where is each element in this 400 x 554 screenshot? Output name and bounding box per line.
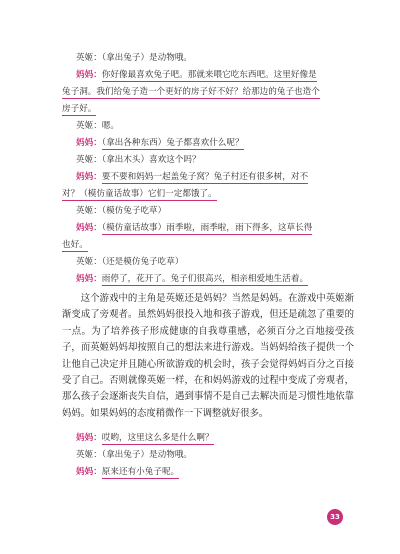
dialogue-line [62,189,354,200]
dialogue-line [76,206,368,217]
speaker-label: 妈妈： [76,138,102,148]
dialogue-line [62,87,354,98]
dialogue-text: 房子好。 [62,104,97,114]
dialogue-text: 要不要和妈妈一起盖兔子窝？兔子村还有很多树，对不 [101,172,309,182]
speaker-label: 英姬： [76,257,102,267]
speaker-label: 妈妈： [76,274,102,284]
commentary-paragraph [62,291,354,422]
dialogue-line [76,155,368,166]
speaker-label: 妈妈： [76,172,102,182]
speaker-label: 英姬： [76,121,102,131]
dialogue-text: 雨停了，花开了。兔子们很高兴，相亲相爱地生活着。 [101,274,309,284]
dialogue-text: 哎哟，这里这么多是什么啊？ [101,433,214,443]
dialogue-line [76,121,368,132]
dialogue-text: 兔子洞。我们给兔子造一个更好的房子好不好？给那边的兔子也造个 [62,87,320,97]
commentary-text: 这个游戏中的主角是英姬还是妈妈？当然是妈妈。在游戏中英姬渐渐变成了旁观者。虽然妈妈很投入地和孩子游戏，但还是疏忽了重要的一点。为了培养孩子形成健康的自我尊重感，必须百分之百地接受孩子，而英姬妈妈却按照自己的想法来进行游戏。当妈妈给孩子提供一个让他自己决定并且随心所欲游戏的机会时，孩子会觉得妈妈百分之百接受了自己。否则就像英姬一样，在和妈妈游戏的过程中变成了旁观者，那么孩子会逐渐丧失自信，遇到事情不是自己去解决而是习惯性地依靠妈妈。如果妈妈的态度稍微作一下调整就好很多。 [62,293,354,419]
speaker-label: 英姬： [76,206,102,216]
dialogue-text: （拿出木头）喜欢这个吗？ [101,155,201,165]
speaker-label: 妈妈： [76,70,102,80]
speaker-label: 英姬： [76,450,102,460]
dialogue-line [76,257,368,268]
speaker-label: 英姬： [76,53,102,63]
dialogue-text: （拿出兔子）是动物哦。 [101,53,193,63]
dialogue-text: 你好像最喜欢兔子吧。那就来喂它吃东西吧。这里好像是 [101,70,317,80]
dialogue-line [76,172,368,183]
dialogue-text: （还是模仿兔子吃草） [101,257,184,267]
speaker-label: 英姬： [76,155,102,165]
dialogue-line [76,450,368,461]
dialogue-line [62,104,354,115]
dialogue-text: （拿出兔子）是动物哦。 [101,450,193,460]
dialogue-line [76,53,368,64]
dialogue-text: 嗯。 [101,121,119,131]
dialogue-text: （模仿童话故事）雨季啦，雨季啦，雨下得多，这草长得 [101,223,313,233]
dialogue-line [76,223,368,234]
dialogue-text: （拿出各种东西）兔子都喜欢什么呢？ [101,138,244,148]
dialogue-line [76,433,368,444]
speaker-label: 妈妈： [76,433,102,443]
dialogue-text: （模仿兔子吃草） [101,206,167,216]
dialogue-line [76,274,368,285]
dialogue-line [76,70,368,81]
dialogue-text: 对？（模仿童话故事）它们一定都饿了。 [62,189,217,199]
dialogue-text: 原来还有小兔子呢。 [101,467,180,477]
dialogue-line [62,240,354,251]
page-number: 33 [327,509,343,525]
speaker-label: 妈妈： [76,223,102,233]
dialogue-text: 也好。 [62,240,88,250]
dialogue-line [76,138,368,149]
dialogue-line [76,467,368,478]
speaker-label: 妈妈： [76,467,102,477]
